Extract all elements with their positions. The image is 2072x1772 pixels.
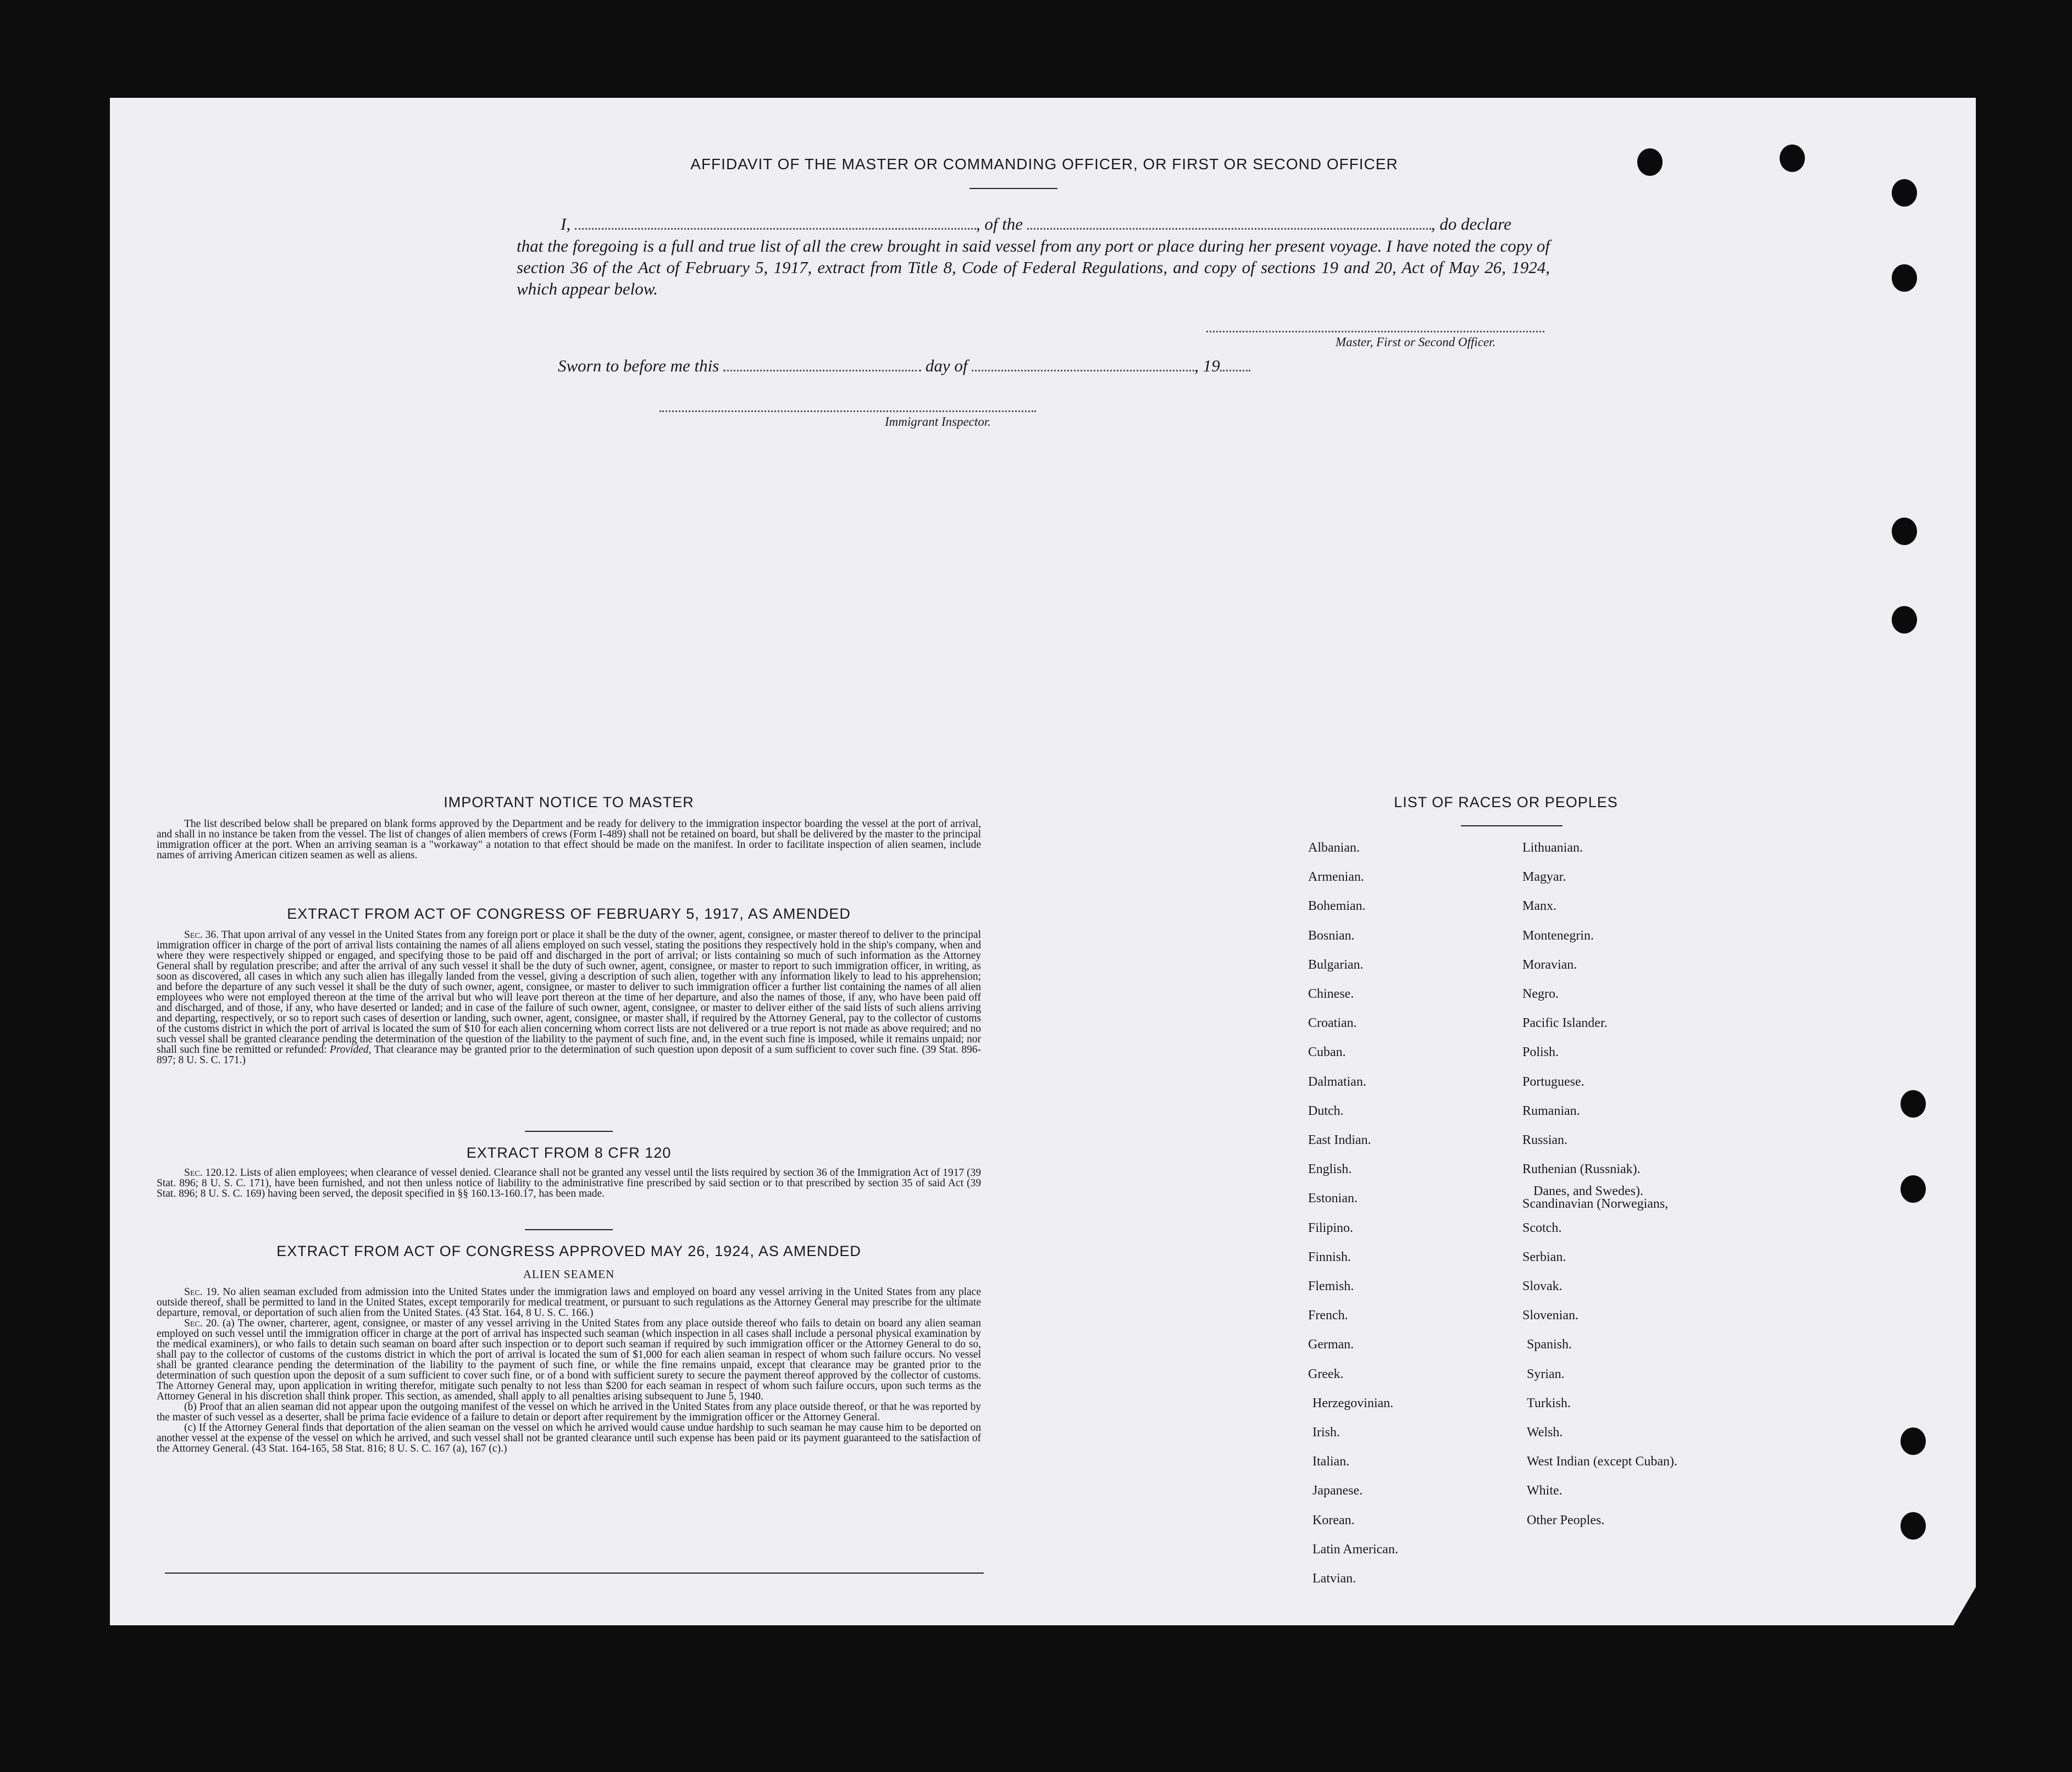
punch-hole xyxy=(1892,606,1917,634)
sec-19-text: No alien seaman excluded from admission into the United States under the immigration laws and employed on board any vessel arriving in the United States from any place outside thereof, shall be permitted to land in the United States, except temporarily for medical treatment, or pursuant to such regulations as the Attorney General may prescribe for the ultimate departure, removal, or deportation of such alien from the United States. (43 Stat. 164, 8 U. S. C. 166.) xyxy=(157,1286,981,1319)
race-item: Irish. xyxy=(1312,1425,1340,1440)
race-item: Other Peoples. xyxy=(1527,1513,1605,1527)
race-item: Latin American. xyxy=(1312,1542,1398,1557)
master-signature-caption: Master, First or Second Officer. xyxy=(1336,335,1496,349)
year-blank[interactable] xyxy=(1220,370,1250,371)
race-item: Greek. xyxy=(1308,1367,1344,1381)
punch-hole xyxy=(1892,518,1917,545)
cfr-title: EXTRACT FROM 8 CFR 120 xyxy=(466,1145,672,1161)
race-item: West Indian (except Cuban). xyxy=(1527,1454,1677,1469)
race-item: Herzegovinian. xyxy=(1312,1396,1394,1410)
race-item: White. xyxy=(1527,1484,1563,1498)
race-item: East Indian. xyxy=(1308,1133,1371,1147)
races-title: LIST OF RACES OR PEOPLES xyxy=(1394,794,1618,810)
punch-hole xyxy=(1901,1512,1926,1540)
race-item: German. xyxy=(1308,1337,1354,1352)
punch-hole xyxy=(1780,145,1805,172)
punch-hole xyxy=(1901,1090,1926,1118)
punch-hole xyxy=(1637,148,1663,176)
extract-1917-text xyxy=(157,930,981,1065)
i-label: I, xyxy=(561,214,571,234)
sec-120-text: Lists of alien employees; when clearance of vessel denied. Clearance shall not be granted any vessel until the lists required by section 36 of the Immigration Act of 1917 (39 Stat. 896; 8 U. S. C. 171), have been furnished, and not then unless notice of liability to the administrative fine prescribed by said section or to that prescribed by section 35 of said Act (39 Stat. 896; 8 U. S. C. 169) having been served, the deposit specified in §§ 160.13-160.17, has been made. xyxy=(157,1167,981,1199)
punch-hole xyxy=(1892,264,1917,292)
vessel-blank[interactable] xyxy=(1027,228,1431,230)
bottom-rule xyxy=(165,1573,984,1574)
sec-20c-text: (c) If the Attorney General finds that deportation of the alien seaman on the vessel on which he arrived would cause undue hardship to such seaman he may cause him to be deported on another vessel at the expense of the vessel on which he arrived, and such vessel shall not be granted clearance until such expense has been paid or its payment guaranteed to the satisfaction of the Attorney General. (43 Stat. 164-165, 58 Stat. 816; 8 U. S. C. 167 (a), 167 (c).) xyxy=(157,1422,981,1454)
race-item: Montenegrin. xyxy=(1522,928,1594,943)
race-item: Finnish. xyxy=(1308,1249,1351,1264)
race-item: Bohemian. xyxy=(1308,899,1366,914)
race-item: Danes, and Swedes). xyxy=(1533,1184,1643,1199)
race-item: Scotch. xyxy=(1522,1220,1562,1235)
race-item: English. xyxy=(1308,1162,1352,1177)
race-item: Portuguese. xyxy=(1522,1074,1585,1089)
race-item: Albanian. xyxy=(1308,841,1360,855)
provided-word: Provided, xyxy=(329,1044,372,1056)
sworn-line xyxy=(558,356,1250,376)
sec-19-label: Sec. 19. xyxy=(184,1286,220,1298)
race-item: Pacific Islander. xyxy=(1522,1016,1608,1031)
punch-hole xyxy=(1892,179,1917,207)
name-blank[interactable] xyxy=(575,228,976,230)
sec-20b-text: (b) Proof that an alien seaman did not appear upon the outgoing manifest of the vessel on which he arrived in the United States from any place outside thereof, or that he was reported by the master of such vessel as a deserter, shall be prima facie evidence of a failure to detain or deport after requirement by the immigration officer or the Attorney General. xyxy=(157,1401,981,1423)
race-item: Syrian. xyxy=(1527,1367,1565,1381)
race-item: Korean. xyxy=(1312,1513,1355,1527)
race-item: Bosnian. xyxy=(1308,928,1355,943)
sworn-day-blank[interactable] xyxy=(723,370,921,371)
race-item: Serbian. xyxy=(1522,1249,1566,1264)
race-item: Dalmatian. xyxy=(1308,1074,1366,1089)
race-item: Italian. xyxy=(1312,1454,1350,1469)
race-item: Russian. xyxy=(1522,1133,1568,1147)
year-label: , 19 xyxy=(1194,356,1220,375)
sec-36-label: Sec. 36. xyxy=(184,929,219,941)
race-item: Bulgarian. xyxy=(1308,957,1364,972)
cfr-text xyxy=(157,1168,981,1199)
punch-hole xyxy=(1901,1427,1926,1455)
race-item: Latvian. xyxy=(1312,1571,1356,1586)
race-item: Slovenian. xyxy=(1522,1308,1578,1323)
race-item: Dutch. xyxy=(1308,1103,1344,1118)
affidavit-body: that the foregoing is a full and true list of all the crew brought in said vessel from any port or place during her present voyage. I have noted the copy of section 36 of the Act of February 5, 1917, extract from Title 8, Code of Federal Regulations, and copy of sections 19 and 20, Act of May 26, 1924, which appear below. xyxy=(517,236,1550,298)
sec-36-text-end: That clearance may be granted prior to the determination of such question upon deposit of a sum sufficient to cover such fine. (39 Stat. 896-897; 8 U. S. C. 171.) xyxy=(157,1044,982,1066)
race-item: Chinese. xyxy=(1308,987,1354,1001)
sec-20-label: Sec. 20. xyxy=(184,1318,220,1329)
divider xyxy=(1461,825,1563,826)
race-item: Croatian. xyxy=(1308,1016,1357,1031)
race-item: Welsh. xyxy=(1527,1425,1563,1440)
sworn-label: Sworn to before me this xyxy=(558,356,719,375)
sec-20a-text: (a) The owner, charterer, agent, consignee, or master of any vessel arriving in the United States from any place outside thereof who fails to detain on board any alien seaman employed on such vessel until the immigration officer in charge at the port of arrival has inspected such seaman (which inspection in all cases shall include a personal physical examination by the medical examiners), or who fails to detain such seaman on board after such inspection or to deport such seaman if required by such immigration officer or the Attorney General to do so, shall pay to the collector of customs of the customs district in which the port of arrival is located the sum of $1,000 for each alien seaman in respect of whom such failure occurs. No vessel shall be granted clearance pending the determination of the liability to the payment of such fine, or while the fine remains unpaid, except that clearance may be granted prior to the determination of such question upon the deposit of a sum sufficient to cover such fine, or of a bond with sufficient surety to secure the payment thereof approved by the collector of customs. The Attorney General may, upon application in writing therefor, mitigate such penalty to not less than $200 for each seaman in respect of whom such failure occurs, upon such terms as the Attorney General in his discretion shall think proper. This section, as amended, shall apply to all penalties arising subsequent to June 5, 1940. xyxy=(157,1318,981,1402)
race-item: Filipino. xyxy=(1308,1220,1354,1235)
alien-seamen-subtitle: ALIEN SEAMEN xyxy=(523,1268,615,1281)
inspector-signature-blank[interactable] xyxy=(660,410,1036,412)
divider xyxy=(969,188,1057,189)
race-item: Scandinavian (Norwegians, xyxy=(1522,1197,1669,1212)
master-signature-blank[interactable] xyxy=(1206,331,1544,332)
race-item: Flemish. xyxy=(1308,1279,1354,1293)
race-item: Negro. xyxy=(1522,987,1559,1001)
day-of-label: day of xyxy=(925,356,968,375)
notice-text: The list described below shall be prepared on blank forms approved by the Department and be ready for delivery to the immigration inspector boarding the vessel at the port of arrival, and shall in no instance be taken from the vessel. The list of changes of alien members of crews (Form I-489) shall not be retained on board, but shall be delivered by the master to the principal immigration officer at the port. When an arriving seaman is a "workaway" a notation to that effect should be made on the manifest. In order to facilitate inspection of alien seamen, include names of arriving American citizen seamen as well as aliens. xyxy=(157,818,981,861)
sec-120-label: Sec. 120.12. xyxy=(184,1167,238,1179)
race-item: Manx. xyxy=(1522,899,1556,914)
divider xyxy=(525,1229,613,1230)
extract-1924-text xyxy=(157,1287,981,1454)
affidavit-declaration-line xyxy=(517,214,1550,234)
race-item: Ruthenian (Russniak). xyxy=(1522,1162,1641,1177)
punch-hole xyxy=(1901,1175,1926,1203)
race-item: Rumanian. xyxy=(1522,1103,1580,1118)
inspector-caption: Immigrant Inspector. xyxy=(885,415,991,429)
race-item: Moravian. xyxy=(1522,957,1577,972)
race-item: Cuban. xyxy=(1308,1045,1346,1060)
race-item: Turkish. xyxy=(1527,1396,1571,1410)
sec-36-text: That upon arrival of any vessel in the United States from any foreign port or place it shall be the duty of the owner, agent, consignee, or master thereof to deliver to the principal immigration officer in charge of the port of arrival lists containing the names of all aliens employed on such vessel, stating the positions they respectively hold in the ship's company, when and where they were respectively shipped or engaged, and specifying those to be paid off and discharged in the port of arrival; or lists containing so much of such information as the Attorney General shall by regulation prescribe; and after the arrival of any such vessel it shall be the duty of such owner, agent, consignee, or master to report to such immigration officer, in writing, as soon as discovered, all cases in which any such alien has illegally landed from the vessel, giving a description of such alien, together with any information likely to lead to his apprehension; and before the departure of any such vessel it shall be the duty of such owner, agent, consignee, or master to deliver to such immigration officer a further list containing the names of all alien employees who were not employed thereon at the time of the arrival but who will leave port thereon at the time of her departure, and also the names of those, if any, who have been paid off and discharged, and of those, if any, who have deserted or landed; and in case of the failure of such owner, agent, consignee, or master to deliver either of the said lists of such aliens arriving and departing, respectively, or so to report such cases of desertion or landing, such owner, agent, consignee, or master shall, if required by the Attorney General, pay to the collector of customs of the customs district in which the port of arrival is located the sum of $10 for each alien concerning whom correct lists are not delivered or a true report is not made as above required; and no such vessel shall be granted clearance pending the determination of the question of the liability to the payment of such fine, and, in the event such fine is imposed, while it remains unpaid; nor shall such fine be remitted or refunded: xyxy=(157,929,981,1056)
notice-title: IMPORTANT NOTICE TO MASTER xyxy=(444,794,694,810)
divider xyxy=(525,1131,613,1132)
sworn-month-blank[interactable] xyxy=(972,370,1194,371)
of-the-label: , of the xyxy=(976,214,1023,234)
extract-1917-title: EXTRACT FROM ACT OF CONGRESS OF FEBRUARY 5, 1917, AS AMENDED xyxy=(287,906,851,922)
race-item: Armenian. xyxy=(1308,870,1364,885)
race-item: French. xyxy=(1308,1308,1348,1323)
race-item: Spanish. xyxy=(1527,1337,1572,1352)
race-item: Slovak. xyxy=(1522,1279,1563,1293)
race-item: Polish. xyxy=(1522,1045,1559,1060)
do-declare-label: , do declare xyxy=(1431,214,1511,234)
race-item: Magyar. xyxy=(1522,870,1566,885)
race-item: Lithuanian. xyxy=(1522,841,1583,855)
affidavit-title: AFFIDAVIT OF THE MASTER OR COMMANDING OFFICER, OR FIRST OR SECOND OFFICER xyxy=(690,155,1398,173)
extract-1924-title: EXTRACT FROM ACT OF CONGRESS APPROVED MAY 26, 1924, AS AMENDED xyxy=(276,1243,861,1259)
race-item: Estonian. xyxy=(1308,1191,1358,1206)
race-item: Japanese. xyxy=(1312,1484,1363,1498)
